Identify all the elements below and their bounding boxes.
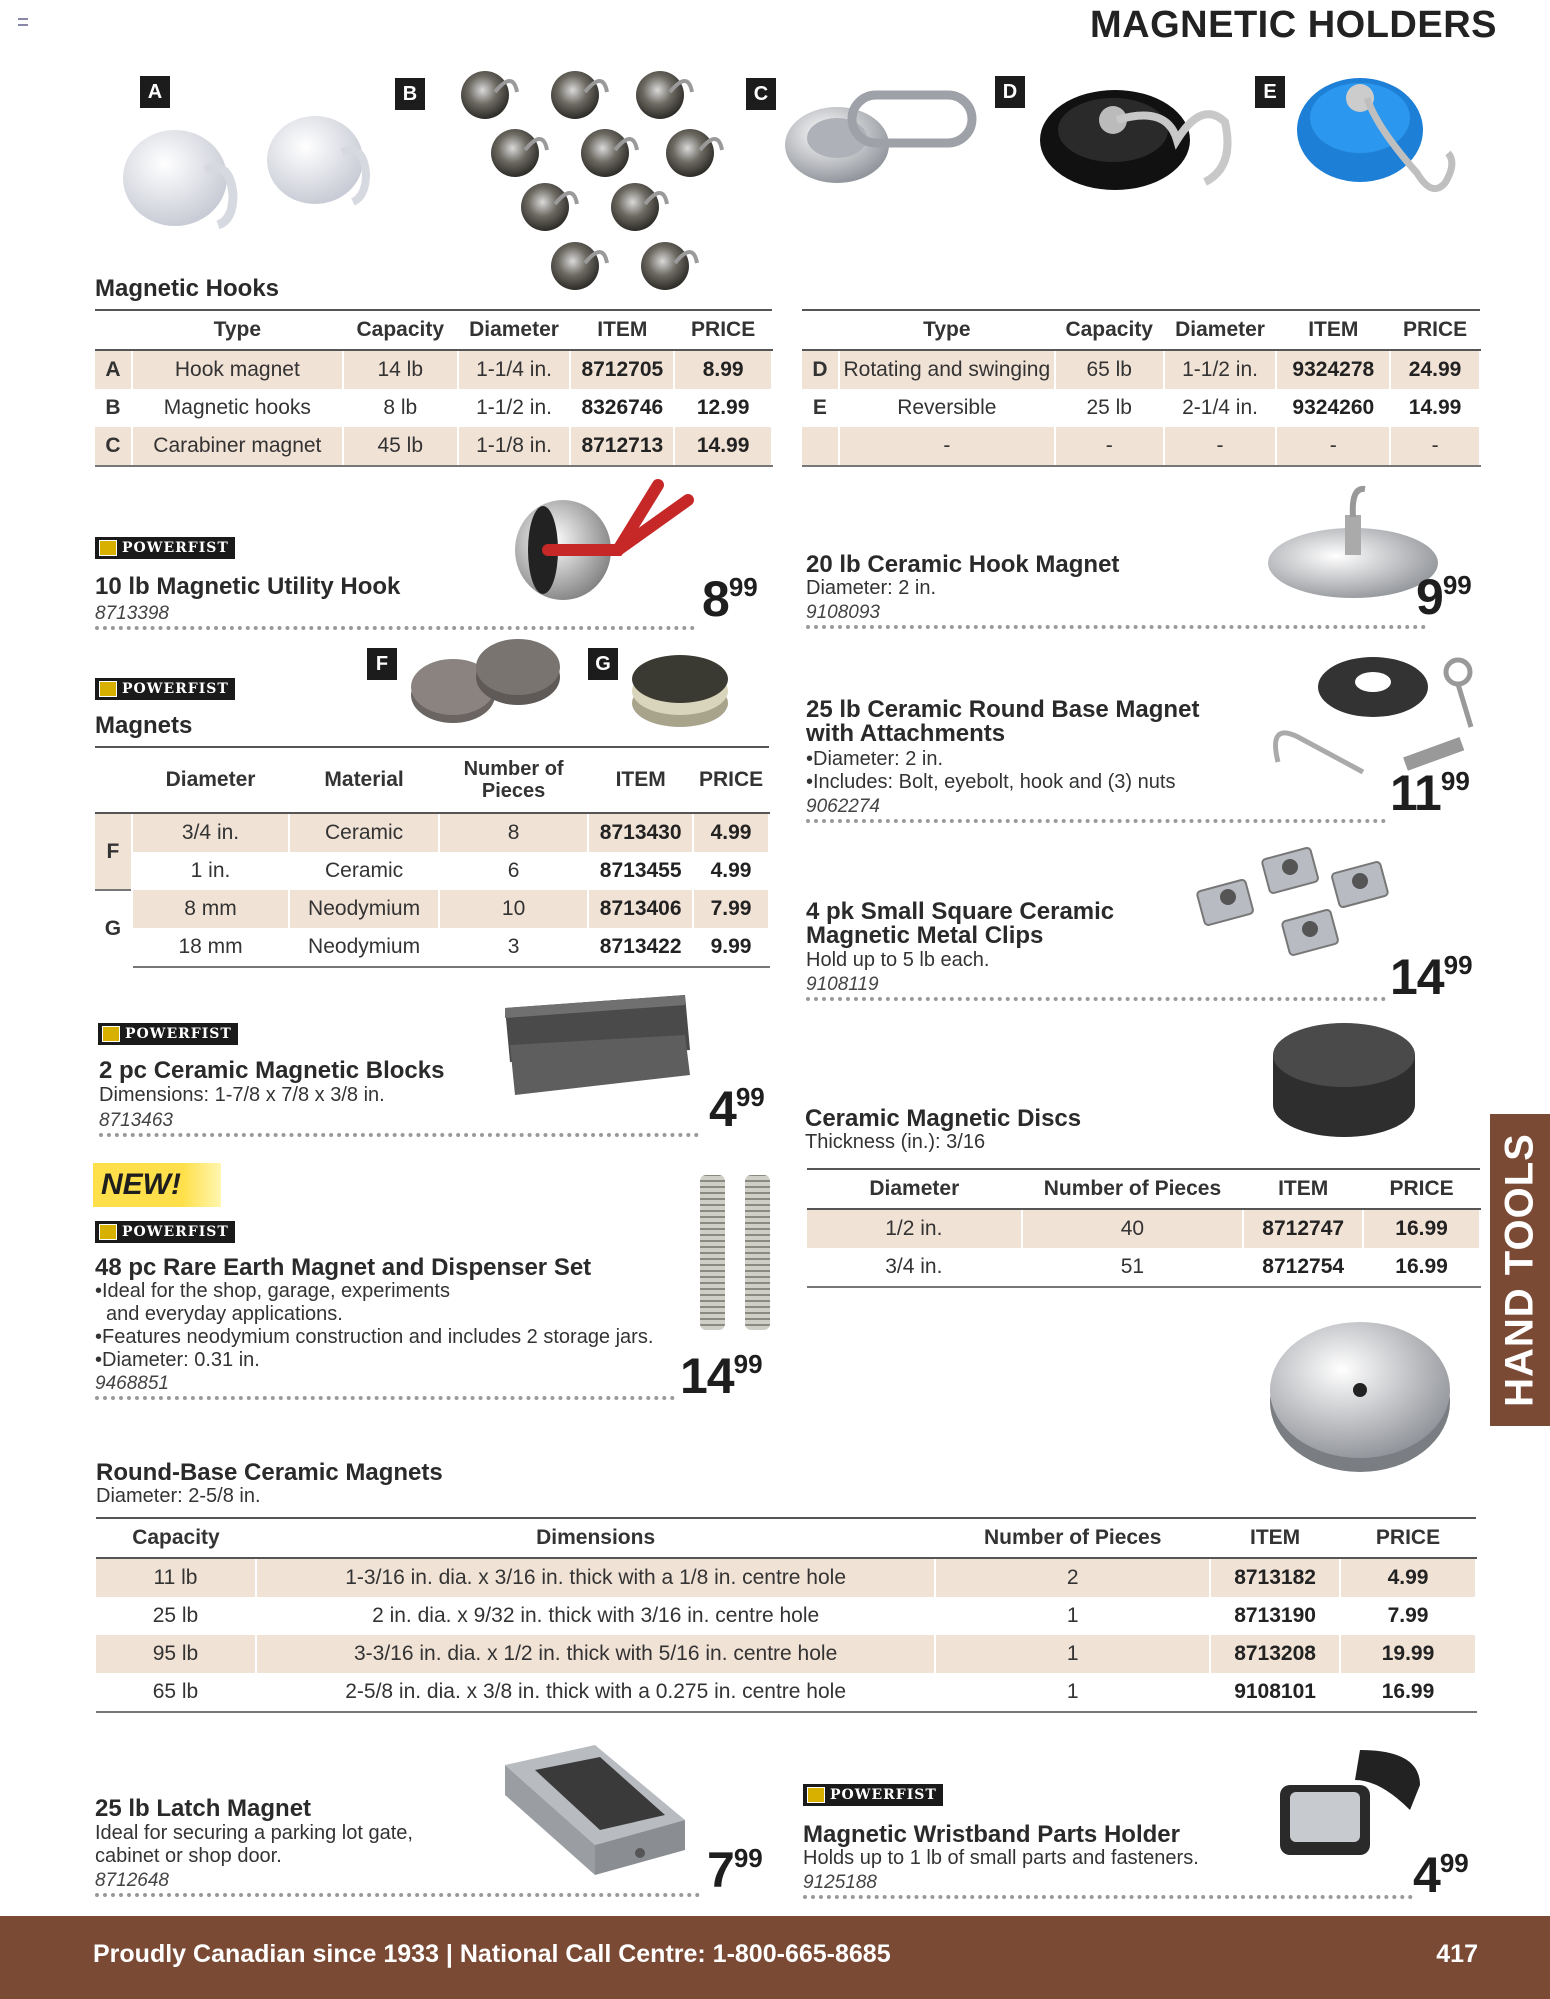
col-header-item: ITEM [1276,310,1390,350]
letter-badge-f: F [367,648,397,680]
table-row: - - - - - [802,427,1480,466]
rotating-hook-magnet-image [1035,68,1235,198]
clips-desc: Hold up to 5 lb each. [806,949,990,971]
utility-hook-sku: 8713398 [95,603,695,630]
powerfist-logo: POWERFIST [803,1784,943,1806]
wristband-holder-image [1270,1740,1425,1865]
brand-icon [99,1224,117,1240]
new-badge: NEW! [93,1163,221,1207]
col-header-dimensions: Dimensions [256,1518,935,1558]
col-header-price: PRICE [1340,1518,1476,1558]
clips-sku: 9108119 [806,974,1386,1001]
blocks-sku: 8713463 [99,1110,699,1137]
blocks-price: 499 [709,1081,765,1137]
metal-clips-image [1190,845,1425,965]
rare-earth-bullet-2: •Features neodymium construction and includes 2 storage jars. [95,1326,654,1348]
round-base-table [96,1517,1477,1713]
col-header-price: PRICE [1390,310,1480,350]
ceramic-hook-sku: 9108093 [806,602,1426,629]
rare-earth-bullet-3: •Diameter: 0.31 in. [95,1349,260,1371]
powerfist-logo: POWERFIST [95,678,235,700]
brand-icon [99,681,117,697]
col-header-item: ITEM [1210,1518,1340,1558]
section-tab-hand-tools[interactable]: HAND TOOLS [1490,1114,1550,1426]
table-row: E Reversible 25 lb 2-1/4 in. 9324260 14.99 [802,389,1480,427]
brand-icon [99,540,117,556]
latch-desc-1: Ideal for securing a parking lot gate, [95,1822,413,1844]
wristband-desc: Holds up to 1 lb of small parts and fasteners. [803,1847,1199,1869]
latch-magnet-image [500,1745,690,1880]
rare-earth-title: 48 pc Rare Earth Magnet and Dispenser Set [95,1254,592,1281]
col-header-type: Type [132,310,343,350]
table-row: 65 lb 2-5/8 in. dia. x 3/8 in. thick with a 0.275 in. centre hole 1 9108101 16.99 [96,1673,1476,1712]
col-header-type: Type [839,310,1055,350]
round-attach-price: 1199 [1390,765,1470,821]
wristband-title: Magnetic Wristband Parts Holder [803,1821,1180,1848]
col-header-diameter: Diameter [807,1169,1022,1209]
small-magnetic-hooks-image [450,60,730,300]
col-header-diameter: Diameter [458,310,571,350]
table-row: A Hook magnet 14 lb 1-1/4 in. 8712705 8.99 [95,350,772,389]
discs-table [807,1168,1481,1288]
round-attach-bullet-2: •Includes: Bolt, eyebolt, hook and (3) nuts [806,771,1176,793]
latch-desc-2: cabinet or shop door. [95,1845,282,1867]
col-header-price: PRICE [1363,1169,1480,1209]
col-header-diameter: Diameter [132,747,289,813]
round-attach-title-1: 25 lb Ceramic Round Base Magnet [806,696,1200,723]
ceramic-hook-price: 999 [1416,569,1472,625]
ceramic-hook-title: 20 lb Ceramic Hook Magnet [806,551,1120,578]
col-header-capacity: Capacity [343,310,458,350]
magnets-section-title: Magnets [95,712,193,739]
footer-bar [0,1916,1550,1999]
letter-badge-b: B [395,78,425,110]
ceramic-hook-desc: Diameter: 2 in. [806,577,937,599]
latch-price: 799 [707,1842,763,1898]
table-row: 11 lb 1-3/16 in. dia. x 3/16 in. thick with a 1/8 in. centre hole 2 8713182 4.99 [96,1558,1476,1597]
latch-title: 25 lb Latch Magnet [95,1795,312,1822]
hooks-table-right [802,309,1481,467]
rare-earth-sku: 9468851 [95,1373,675,1400]
reversible-hook-magnet-image [1295,70,1465,245]
col-header-price: PRICE [674,310,772,350]
rare-earth-bullet-1b: and everyday applications. [106,1303,343,1325]
neodymium-magnets-image [628,645,733,730]
ceramic-disc-image [1270,1020,1420,1140]
footer-text: Proudly Canadian since 1933 | National Call Centre: 1-800-665-8685 [93,1940,891,1968]
col-header-material: Material [289,747,439,813]
powerfist-logo: POWERFIST [95,1221,235,1243]
corner-mark [18,18,28,26]
carabiner-magnet-image [782,80,982,190]
col-header-item: ITEM [588,747,693,813]
letter-badge-c: C [746,78,776,110]
powerfist-logo: POWERFIST [98,1023,238,1045]
col-header-capacity: Capacity [1055,310,1164,350]
letter-badge-d: D [995,76,1025,108]
rare-earth-jars-image [695,1170,780,1335]
brand-icon [102,1026,120,1042]
table-row: F 3/4 in. Ceramic 8 8713430 4.99 [95,813,769,852]
round-attach-bullet-1: •Diameter: 2 in. [806,748,944,770]
table-row: B Magnetic hooks 8 lb 1-1/2 in. 8326746 12.99 [95,389,772,427]
utility-hook-image [508,470,708,605]
col-header-diameter: Diameter [1164,310,1277,350]
table-row: 25 lb 2 in. dia. x 9/32 in. thick with 3/16 in. centre hole 1 8713190 7.99 [96,1597,1476,1635]
clips-title-2: Magnetic Metal Clips [806,922,1044,949]
discs-title: Ceramic Magnetic Discs [805,1105,1082,1132]
col-header-pieces: Number of Pieces [1022,1169,1244,1209]
col-header-capacity: Capacity [96,1518,256,1558]
rare-earth-price: 1499 [680,1348,763,1404]
discs-desc: Thickness (in.): 3/16 [805,1131,986,1153]
hooks-section-title: Magnetic Hooks [95,275,280,302]
round-base-magnet-image [1268,1320,1453,1475]
col-header-item: ITEM [1243,1169,1363,1209]
utility-hook-title: 10 lb Magnetic Utility Hook [95,573,401,600]
letter-badge-g: G [588,648,618,680]
hooks-table-left [95,309,773,467]
blocks-title: 2 pc Ceramic Magnetic Blocks [99,1057,445,1084]
table-row: D Rotating and swinging 65 lb 1-1/2 in. 9324278 24.99 [802,350,1480,389]
col-header-pieces: Number of Pieces [439,747,588,813]
table-row: C Carabiner magnet 45 lb 1-1/8 in. 8712713 14.99 [95,427,772,466]
page-title: MAGNETIC HOLDERS [1090,4,1497,46]
round-attach-title-2: with Attachments [806,720,1006,747]
letter-badge-a: A [140,76,170,108]
table-row: 1 in. Ceramic 6 8713455 4.99 [95,852,769,890]
blocks-desc: Dimensions: 1-7/8 x 7/8 x 3/8 in. [99,1084,385,1106]
round-attach-sku: 9062274 [806,796,1386,823]
clips-price: 1499 [1390,949,1473,1005]
col-header-item: ITEM [570,310,674,350]
clips-title-1: 4 pk Small Square Ceramic [806,898,1115,925]
table-row: 3/4 in. 51 8712754 16.99 [807,1248,1480,1287]
table-row: G 8 mm Neodymium 10 8713406 7.99 [95,890,769,928]
wristband-price: 499 [1413,1847,1469,1903]
round-base-section-title: Round-Base Ceramic Magnets [96,1459,443,1486]
table-row: 1/2 in. 40 8712747 16.99 [807,1209,1480,1248]
ceramic-blocks-image [500,990,695,1105]
letter-badge-e: E [1255,76,1285,108]
ceramic-magnets-image [408,635,563,730]
col-header-pieces: Number of Pieces [935,1518,1210,1558]
utility-hook-price: 899 [702,571,758,627]
table-row: 95 lb 3-3/16 in. dia. x 1/2 in. thick with 5/16 in. centre hole 1 8713208 19.99 [96,1635,1476,1673]
col-header-price: PRICE [693,747,769,813]
table-row: 18 mm Neodymium 3 8713422 9.99 [95,928,769,967]
rare-earth-bullet-1a: •Ideal for the shop, garage, experiments [95,1280,450,1302]
wristband-sku: 9125188 [803,1872,1413,1899]
brand-icon [807,1787,825,1803]
magnets-table [95,746,770,968]
latch-sku: 8712648 [95,1870,700,1897]
powerfist-logo: POWERFIST [95,537,235,559]
page-number: 417 [1436,1940,1478,1968]
round-base-desc: Diameter: 2-5/8 in. [96,1485,261,1507]
white-hook-magnets-image [110,100,380,250]
